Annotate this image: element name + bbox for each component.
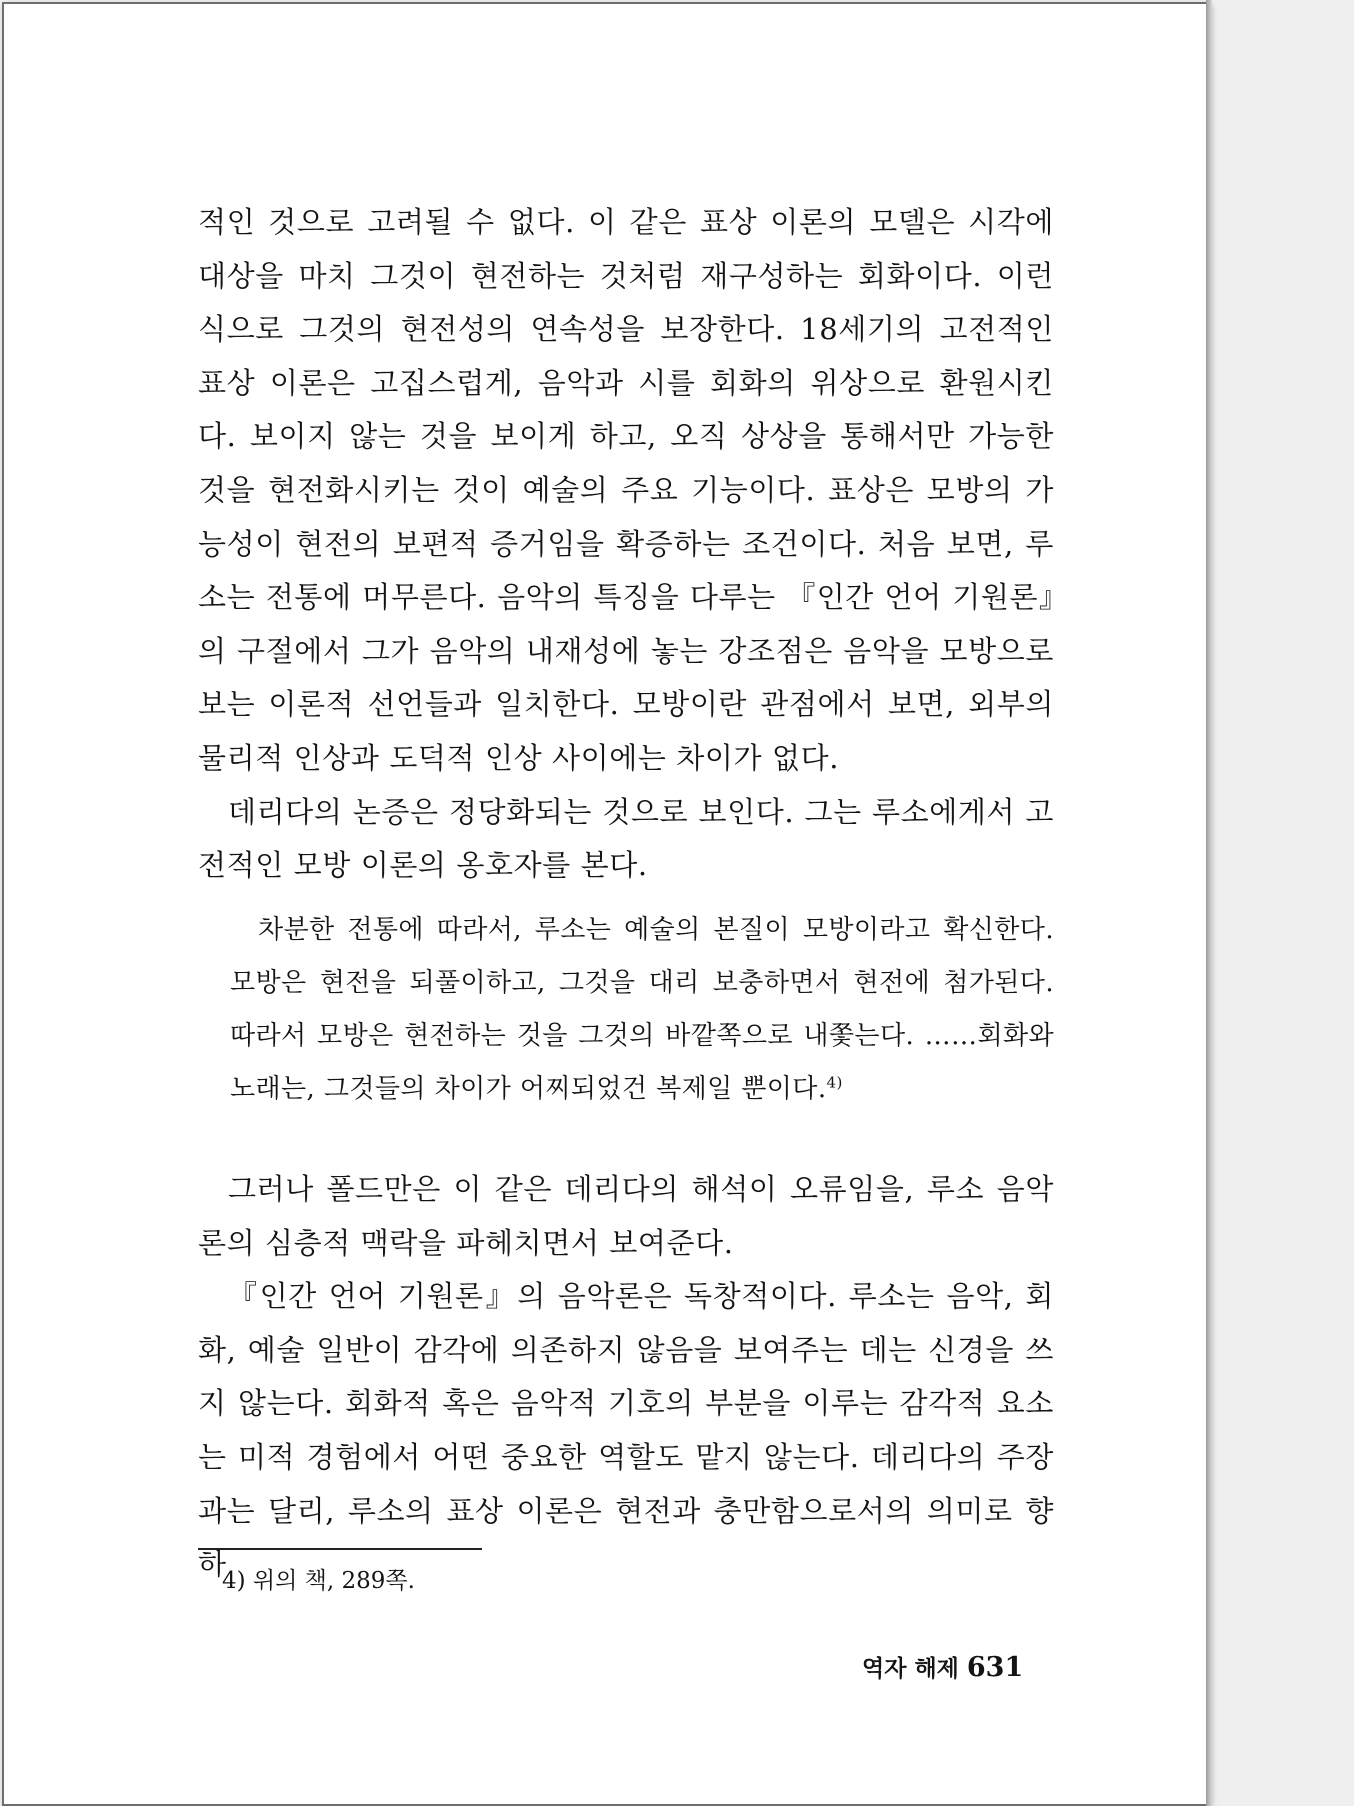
quote-text: 차분한 전통에 따라서, 루소는 예술의 본질이 모방이라고 확신한다. 모방은 현전을 되풀이하고, 그것을 대리 보충하면서 현전에 첨가된다. 따라서 모방은 현전하는 것을 그것의 바깥쪽으로 내쫓는다. ……회화와 노래는, 그것들의 차이가 어찌되었건 복제일 뿐이다.	[230, 915, 1054, 1104]
paragraph: 『인간 언어 기원론』의 음악론은 독창적이다. 루소는 음악, 회화, 예술 일반이 감각에 의존하지 않음을 보여주는 데는 신경을 쓰지 않는다. 회화적 혹은 음악적 기호의 부분을 이루는 감각적 요소는 미적 경험에서 어떤 중요한 역할도 맡지 않는다. 데리다의 주장과는 달리, 루소의 표상 이론은 현전과 충만함으로서의 의미로 향하	[198, 1279, 1054, 1582]
footnote-divider	[198, 1548, 482, 1550]
footnote-marker[interactable]: 4)	[826, 1073, 843, 1092]
page-edge-shadow	[1206, 0, 1212, 1806]
paragraph: 데리다의 논증은 정당화되는 것으로 보인다. 그는 루소에게서 고전적인 모방 이론의 옹호자를 본다.	[198, 794, 1054, 883]
paragraph: 적인 것으로 고려될 수 없다. 이 같은 표상 이론의 모델은 시각에 대상을 마치 그것이 현전하는 것처럼 재구성하는 회화이다. 이런 식으로 그것의 현전성의 연속성을 보장한다. 18세기의 고전적인 표상 이론은 고집스럽게, 음악과 시를 회화의 위상으로 환원시킨다. 보이지 않는 것을 보이게 하고, 오직 상상을 통해서만 가능한 것을 현전화시키는 것이 예술의 주요 기능이다. 표상은 모방의 가능성이 현전의 보편적 증거임을 확증하는 조건이다. 처음 보면, 루소는 전통에 머무른다. 음악의 특징을 다루는 『인간 언어 기원론』의 구절에서 그가 음악의 내재성에 놓는 강조점은 음악을 모방으로 보는 이론적 선언들과 일치한다. 모방이란 관점에서 보면, 외부의 물리적 인상과 도덕적 인상 사이에는 차이가 없다.	[198, 205, 1054, 775]
page-number: 631	[966, 1652, 1024, 1683]
running-title: 역자 해제	[862, 1656, 959, 1682]
body-text-upper	[198, 196, 1054, 893]
paragraph: 그러나 폴드만은 이 같은 데리다의 해석이 오류임을, 루소 음악론의 심층적 맥락을 파헤치면서 보여준다.	[198, 1172, 1054, 1260]
footnote: 4) 위의 책, 289쪽.	[222, 1568, 415, 1594]
page-footer	[862, 1650, 1023, 1683]
block-quote	[230, 904, 1054, 1116]
body-text-lower	[198, 1163, 1054, 1592]
